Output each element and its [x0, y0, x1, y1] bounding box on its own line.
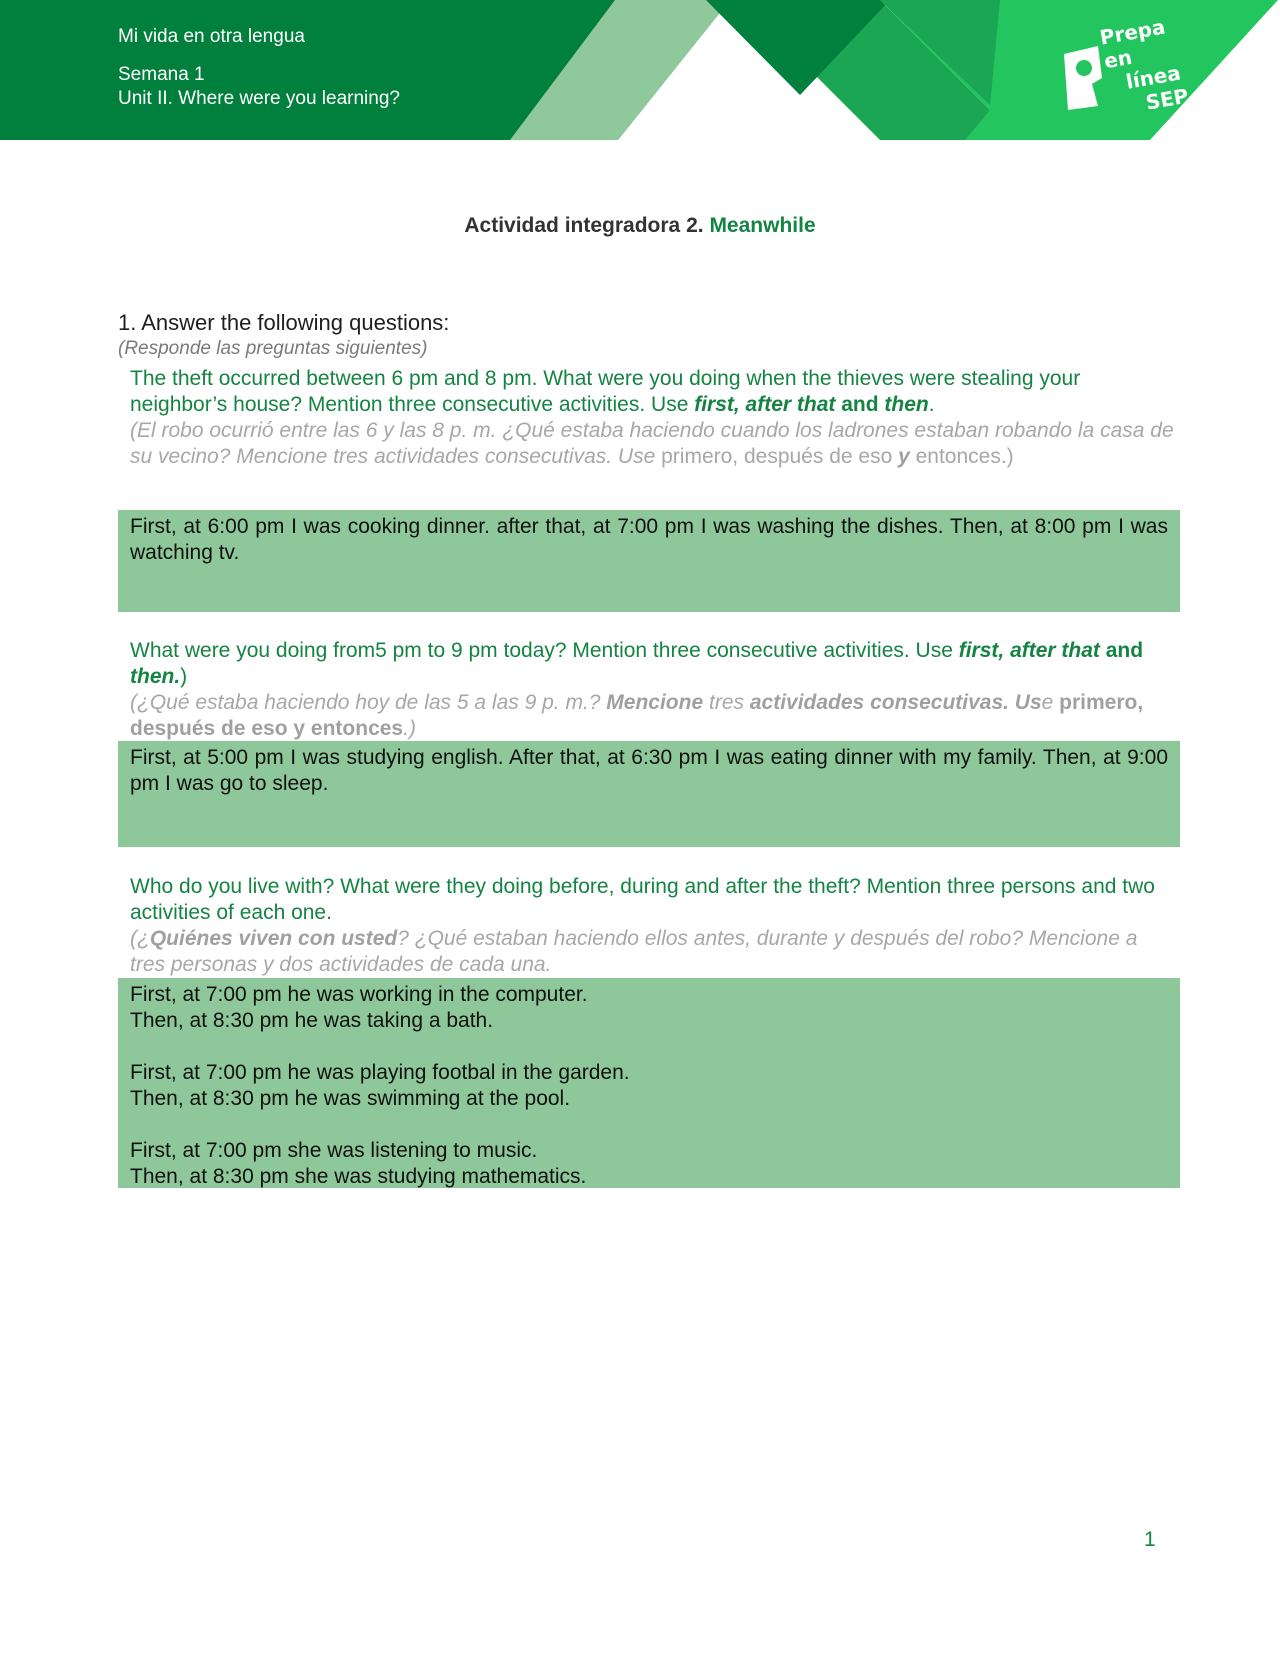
answer-3-line-4: First, at 7:00 pm he was playing footbal in the garden. — [130, 1061, 630, 1084]
answer-3-line-6 — [130, 1112, 1168, 1138]
q2-es-bold-1: Mencione — [606, 691, 704, 714]
instruction-english: 1. Answer the following questions: — [118, 310, 450, 335]
answer-3-line-5: Then, at 8:30 pm he was swimming at the pool. — [130, 1087, 571, 1110]
q1-text: The theft occurred between 6 pm and 8 pm. What were you doing when the thieves were stealing your neighbor’s house? Mention three consecutive activities. Use — [130, 367, 1081, 416]
q2-es-bold-2: actividades consecutivas. Us — [749, 691, 1042, 714]
question-1-english — [130, 366, 1175, 418]
answer-box-2[interactable] — [118, 741, 1180, 847]
question-3-english: Who do you live with? What were they doing before, during and after the theft? Mention three persons and two activities of each one. — [130, 875, 1155, 924]
activity-title — [0, 214, 1280, 238]
q2-es-tail: .) — [403, 717, 416, 740]
page-number: 1 — [1144, 1528, 1156, 1551]
q1-keyword-2: then — [884, 393, 929, 416]
q2-and: and — [1099, 639, 1144, 662]
q1-es-bold: y — [898, 445, 910, 468]
q2-es-text: (¿Qué estaba haciendo hoy de las 5 a las 9 p. m.? — [130, 691, 607, 714]
question-2-spanish — [130, 690, 1175, 742]
q1-keyword-1: first, after that — [694, 393, 836, 416]
q2-es-text-3: e — [1041, 691, 1060, 714]
answer-3-line-8: Then, at 8:30 pm she was studying mathematics. — [130, 1165, 587, 1188]
q3-es-bold: Quiénes viven con usted — [149, 927, 398, 950]
question-2-english — [130, 638, 1175, 690]
answer-3-line-1: First, at 7:00 pm he was working in the computer. — [130, 983, 588, 1006]
q2-keyword-2: then. — [130, 665, 181, 688]
logo-line-3: SEP — [1143, 83, 1191, 115]
week-label: Semana 1 — [118, 64, 205, 85]
answer-3-line-2: Then, at 8:30 pm he was taking a bath. — [130, 1009, 494, 1032]
q1-es-text: (El robo ocurrió entre las 6 y las 8 p. m. ¿Qué estaba haciendo cuando los ladrones estaban robando la casa de su vecino? Mencione tres actividades consecutivas. Use — [130, 419, 1174, 468]
page-header — [0, 0, 1280, 140]
answer-box-1[interactable] — [118, 510, 1180, 612]
question-3-spanish — [130, 926, 1175, 978]
q2-text: What were you doing from5 pm to 9 pm today? Mention three consecutive activities. Use — [130, 639, 959, 662]
answer-3-line-3 — [130, 1034, 1168, 1060]
question-1-spanish — [130, 418, 1175, 470]
q2-end: ) — [180, 665, 188, 688]
q3-es-open: (¿ — [130, 927, 150, 950]
q1-end: . — [928, 393, 935, 416]
unit-label: Unit II. Where were you learning? — [118, 88, 400, 109]
q2-es-text-2: tres — [703, 691, 750, 714]
logo-line-2: línea — [1124, 60, 1183, 94]
answer-1-line: First, at 6:00 pm I was cooking dinner. after that, at 7:00 pm I was washing the dishes. Then, at 8:00 pm I was watching tv. — [130, 515, 1168, 564]
logo-text — [1098, 12, 1193, 120]
prepa-en-linea-logo — [1058, 14, 1191, 122]
logo-line-1: Prepa en — [1098, 14, 1168, 74]
q2-keyword-1: first, after that — [958, 639, 1100, 662]
q1-es-tail: entonces.) — [909, 445, 1014, 468]
q2-es-bold-3: primero, después de eso y entonces — [130, 691, 1144, 740]
answer-3-line-7: First, at 7:00 pm she was listening to music. — [130, 1139, 538, 1162]
logo-mark-icon — [1058, 44, 1108, 114]
q3-es-text: ? ¿Qué estaban haciendo ellos antes, durante y después del robo? Mencione a tres personas y dos actividades de cada una. — [130, 927, 1138, 976]
course-title: Mi vida en otra lengua — [118, 26, 305, 47]
activity-title-prefix: Actividad integradora 2. — [464, 214, 704, 237]
instruction-spanish: (Responde las preguntas siguientes) — [118, 338, 428, 359]
q1-es-plain: primero, después de eso — [661, 445, 899, 468]
q1-and: and — [835, 393, 885, 416]
activity-title-accent: Meanwhile — [709, 214, 816, 237]
answer-box-3[interactable] — [118, 978, 1180, 1188]
answer-2-line: First, at 5:00 pm I was studying english. After that, at 6:30 pm I was eating dinner with my family. Then, at 9:00 pm I was go to sleep. — [130, 746, 1168, 795]
